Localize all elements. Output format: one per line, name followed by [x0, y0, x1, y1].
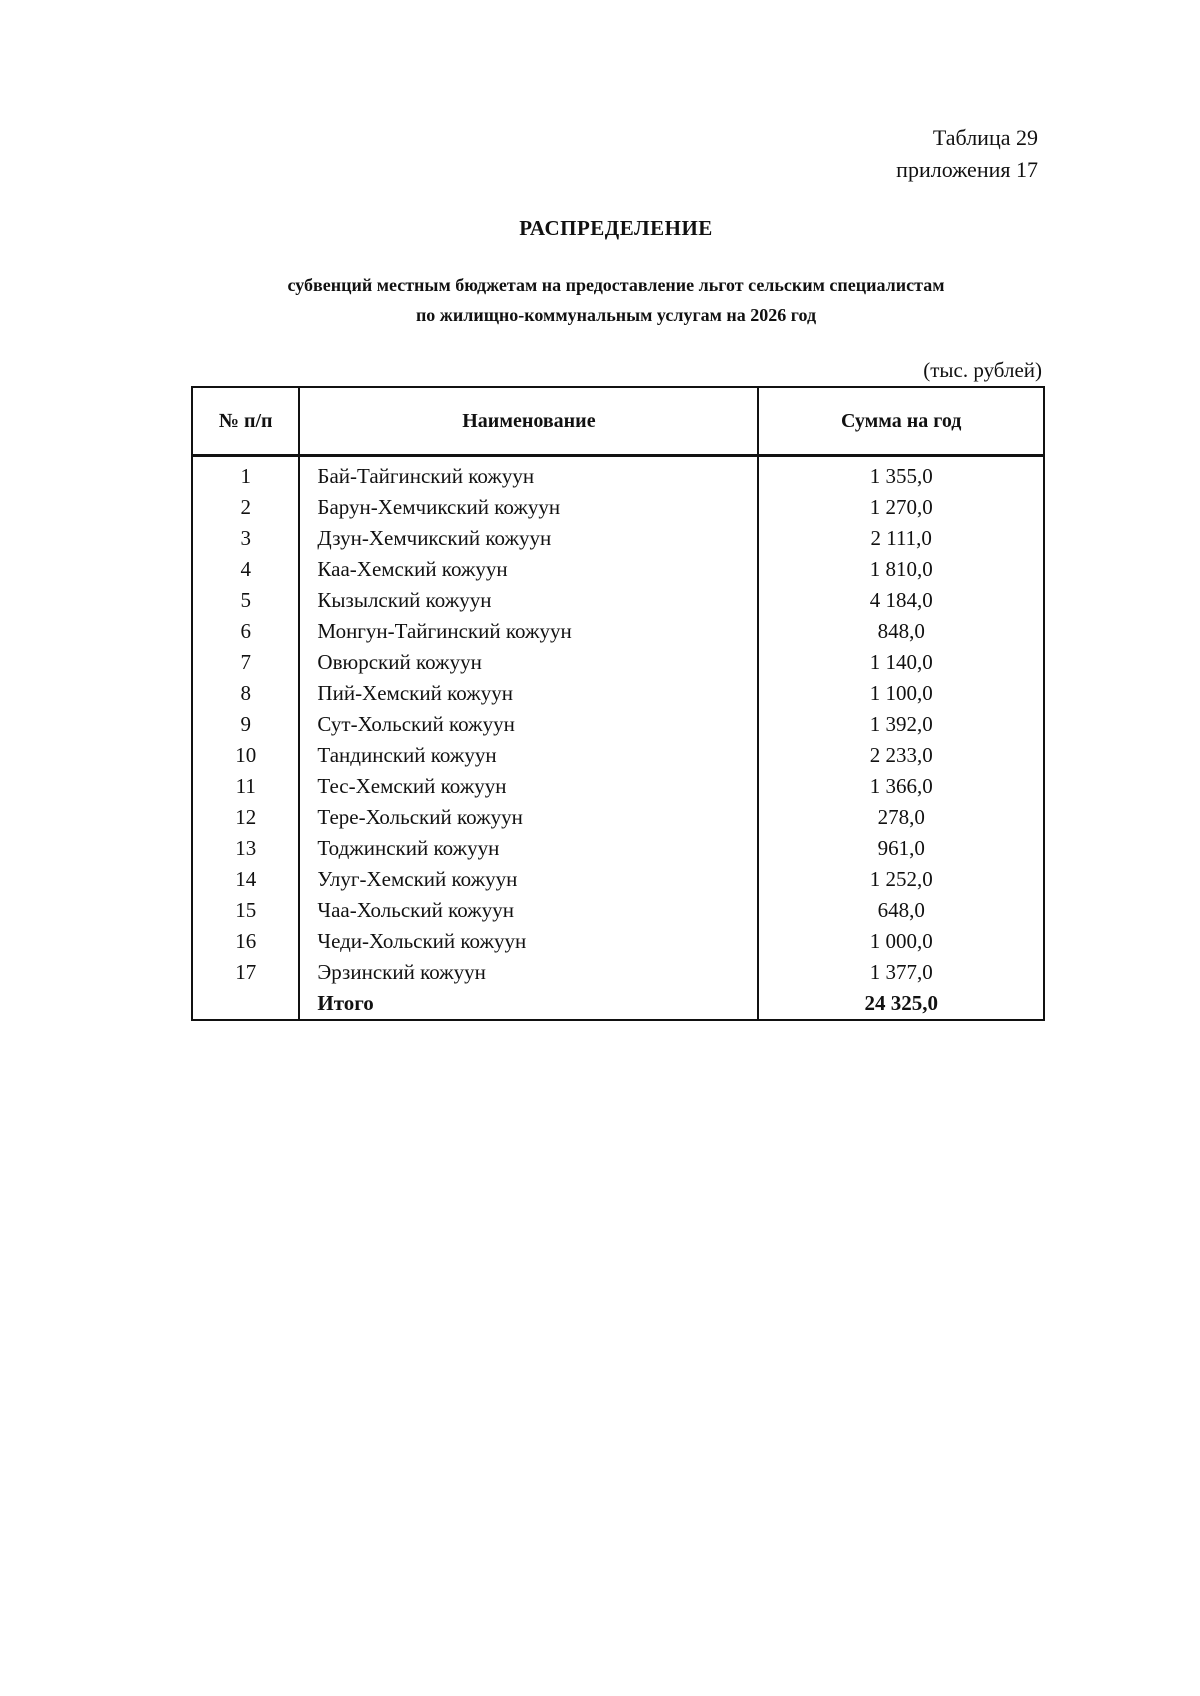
table-row — [192, 864, 1044, 895]
row-name-cell — [299, 523, 758, 554]
row-sum: 1 252,0 — [758, 864, 1044, 895]
row-number: 3 — [192, 523, 299, 554]
total-row — [192, 988, 1044, 1020]
row-name: Монгун-Тайгинский кожуун — [317, 619, 572, 643]
row-sum: 1 377,0 — [758, 957, 1044, 988]
row-name-cell — [299, 957, 758, 988]
row-name-cell — [299, 678, 758, 709]
table-body — [192, 456, 1044, 1021]
document-title: РАСПРЕДЕЛЕНИЕ — [519, 216, 713, 240]
row-name-cell — [299, 802, 758, 833]
table-row — [192, 957, 1044, 988]
table-row — [192, 926, 1044, 957]
row-sum: 1 366,0 — [758, 771, 1044, 802]
table-label: Таблица 29 — [932, 125, 1038, 150]
table-row — [192, 492, 1044, 523]
appendix-label: приложения 17 — [896, 157, 1038, 182]
row-name: Каа-Хемский кожуун — [317, 557, 508, 581]
row-sum: 2 111,0 — [758, 523, 1044, 554]
row-number: 2 — [192, 492, 299, 523]
header-sum: Сумма на год — [758, 387, 1044, 456]
table-row — [192, 771, 1044, 802]
row-name-cell — [299, 616, 758, 647]
table-reference — [896, 122, 1038, 186]
row-name: Чаа-Хольский кожуун — [317, 898, 514, 922]
table-row — [192, 709, 1044, 740]
table-row — [192, 678, 1044, 709]
row-name: Овюрский кожуун — [317, 650, 482, 674]
row-sum: 1 000,0 — [758, 926, 1044, 957]
row-number: 16 — [192, 926, 299, 957]
row-sum: 1 810,0 — [758, 554, 1044, 585]
row-sum: 278,0 — [758, 802, 1044, 833]
table-row — [192, 802, 1044, 833]
header-number: № п/п — [192, 387, 299, 456]
table-row — [192, 554, 1044, 585]
row-number: 5 — [192, 585, 299, 616]
row-name-cell — [299, 585, 758, 616]
row-name-cell — [299, 709, 758, 740]
row-name: Тандинский кожуун — [317, 743, 497, 767]
row-name: Пий-Хемский кожуун — [317, 681, 513, 705]
row-number: 8 — [192, 678, 299, 709]
row-number: 12 — [192, 802, 299, 833]
row-number: 7 — [192, 647, 299, 678]
row-sum: 1 270,0 — [758, 492, 1044, 523]
row-name: Барун-Хемчикский кожуун — [317, 495, 561, 519]
row-name-cell — [299, 895, 758, 926]
row-name: Эрзинский кожуун — [317, 960, 486, 984]
table-row — [192, 647, 1044, 678]
row-name: Дзун-Хемчикский кожуун — [317, 526, 552, 550]
row-name: Улуг-Хемский кожуун — [317, 867, 518, 891]
row-name-cell — [299, 554, 758, 585]
subtitle-line-1: субвенций местным бюджетам на предоставление льгот сельским специалистам — [287, 275, 945, 295]
row-number: 14 — [192, 864, 299, 895]
total-label-cell — [299, 988, 758, 1020]
row-sum: 961,0 — [758, 833, 1044, 864]
row-name: Кызылский кожуун — [317, 588, 492, 612]
row-number: 15 — [192, 895, 299, 926]
row-sum: 2 233,0 — [758, 740, 1044, 771]
row-name-cell — [299, 647, 758, 678]
total-number-cell — [192, 988, 299, 1020]
header-name: Наименование — [299, 387, 758, 456]
table-header-row — [192, 387, 1044, 456]
distribution-table — [191, 386, 1045, 1021]
row-name: Чеди-Хольский кожуун — [317, 929, 527, 953]
subtitle-line-2: по жилищно-коммунальным услугам на 2026 год — [415, 305, 817, 325]
row-number: 17 — [192, 957, 299, 988]
row-name-cell — [299, 926, 758, 957]
row-sum: 4 184,0 — [758, 585, 1044, 616]
row-number: 11 — [192, 771, 299, 802]
row-sum: 1 140,0 — [758, 647, 1044, 678]
row-name-cell — [299, 771, 758, 802]
row-number: 13 — [192, 833, 299, 864]
row-name-cell — [299, 456, 758, 493]
row-number: 6 — [192, 616, 299, 647]
row-name-cell — [299, 833, 758, 864]
total-sum: 24 325,0 — [758, 988, 1044, 1020]
row-number: 1 — [192, 456, 299, 493]
table-row — [192, 523, 1044, 554]
row-name: Бай-Тайгинский кожуун — [317, 464, 535, 488]
total-label: Итого — [317, 991, 374, 1015]
row-name: Сут-Хольский кожуун — [317, 712, 515, 736]
row-name-cell — [299, 864, 758, 895]
row-name: Тере-Хольский кожуун — [317, 805, 523, 829]
row-sum: 1 100,0 — [758, 678, 1044, 709]
table-row — [192, 456, 1044, 493]
row-name: Тес-Хемский кожуун — [317, 774, 507, 798]
table-row — [192, 895, 1044, 926]
row-name-cell — [299, 492, 758, 523]
table-row — [192, 740, 1044, 771]
row-sum: 848,0 — [758, 616, 1044, 647]
row-sum: 1 355,0 — [758, 456, 1044, 493]
table-row — [192, 616, 1044, 647]
row-number: 4 — [192, 554, 299, 585]
row-name-cell — [299, 740, 758, 771]
row-number: 10 — [192, 740, 299, 771]
units-note: (тыс. рублей) — [923, 358, 1042, 382]
row-name: Тоджинский кожуун — [317, 836, 500, 860]
table-row — [192, 585, 1044, 616]
row-sum: 648,0 — [758, 895, 1044, 926]
row-sum: 1 392,0 — [758, 709, 1044, 740]
table-row — [192, 833, 1044, 864]
document-subtitle — [0, 270, 1200, 330]
row-number: 9 — [192, 709, 299, 740]
